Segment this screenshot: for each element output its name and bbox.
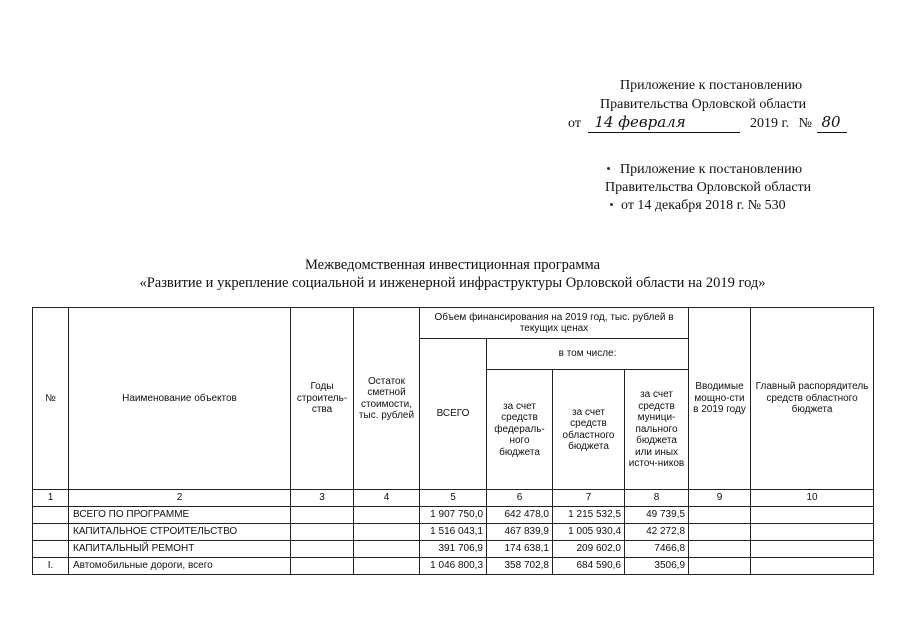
table-row	[33, 507, 874, 524]
appendix-1-date-line	[568, 114, 847, 133]
row-manager	[751, 507, 874, 524]
row-years	[291, 507, 354, 524]
row-municipal: 7466,8	[625, 541, 689, 558]
row-remainder	[354, 558, 420, 575]
program-title-line1: Межведомственная инвестиционная программа	[304, 257, 601, 273]
row-num	[33, 524, 69, 541]
row-years	[291, 558, 354, 575]
scan-speck	[610, 203, 613, 206]
row-municipal: 3506,9	[625, 558, 689, 575]
col-number: 5	[420, 490, 487, 507]
table-row	[33, 558, 874, 575]
header-num: №	[33, 308, 69, 490]
table-row	[33, 524, 874, 541]
row-years	[291, 541, 354, 558]
appendix-1-line1: Приложение к постановлению	[620, 78, 803, 93]
row-federal: 642 478,0	[487, 507, 553, 524]
col-number: 4	[354, 490, 420, 507]
row-manager	[751, 558, 874, 575]
row-remainder	[354, 507, 420, 524]
header-regional: за счет средств областного бюджета	[553, 370, 625, 490]
header-funding: Объем финансирования на 2019 год, тыс. рублей в текущих ценах	[420, 308, 689, 339]
handwritten-number: 80	[821, 113, 841, 131]
date-field	[588, 114, 740, 133]
header-municipal: за счет средств муници-пального бюджета или иных источ-ников	[625, 370, 689, 490]
col-number: 9	[689, 490, 751, 507]
header-capacity: Вводимые мощно-сти в 2019 году	[689, 308, 751, 490]
col-number: 10	[751, 490, 874, 507]
row-total: 391 706,9	[420, 541, 487, 558]
number-label: №	[798, 116, 812, 131]
row-total: 1 907 750,0	[420, 507, 487, 524]
row-total: 1 046 800,3	[420, 558, 487, 575]
row-regional: 1 005 930,4	[553, 524, 625, 541]
row-capacity	[689, 524, 751, 541]
col-number: 1	[33, 490, 69, 507]
header-years: Годы строитель-ства	[291, 308, 354, 490]
header-name: Наименование объектов	[69, 308, 291, 490]
header-total: ВСЕГО	[420, 339, 487, 490]
row-federal: 174 638,1	[487, 541, 553, 558]
investment-program-table	[32, 307, 874, 575]
number-field	[817, 114, 847, 133]
row-regional: 209 602,0	[553, 541, 625, 558]
header-remainder: Остаток сметной стоимости, тыс. рублей	[354, 308, 420, 490]
column-number-row	[33, 490, 874, 507]
row-capacity	[689, 558, 751, 575]
row-federal: 467 839,9	[487, 524, 553, 541]
table-row	[33, 541, 874, 558]
from-label: от	[568, 116, 581, 131]
header-including: в том числе:	[487, 339, 689, 370]
row-municipal: 49 739,5	[625, 507, 689, 524]
row-federal: 358 702,8	[487, 558, 553, 575]
row-name: КАПИТАЛЬНЫЙ РЕМОНТ	[69, 541, 291, 558]
appendix-2-line2: Правительства Орловской области	[605, 180, 812, 195]
program-title-line2: «Развитие и укрепление социальной и инженерной инфраструктуры Орловской области на 2019 год»	[139, 275, 766, 291]
appendix-2-line1: Приложение к постановлению	[620, 162, 803, 177]
col-number: 8	[625, 490, 689, 507]
row-remainder	[354, 524, 420, 541]
row-capacity	[689, 541, 751, 558]
year-label: 2019 г.	[749, 116, 790, 131]
row-num	[33, 541, 69, 558]
col-number: 7	[553, 490, 625, 507]
col-number: 3	[291, 490, 354, 507]
header-federal: за счет средств федераль-ного бюджета	[487, 370, 553, 490]
scan-speck	[607, 167, 610, 170]
row-regional: 1 215 532,5	[553, 507, 625, 524]
header-manager: Главный распорядитель средств областного бюджета	[751, 308, 874, 490]
row-num: I.	[33, 558, 69, 575]
col-number: 6	[487, 490, 553, 507]
col-number: 2	[69, 490, 291, 507]
row-remainder	[354, 541, 420, 558]
appendix-1-line2: Правительства Орловской области	[600, 97, 807, 112]
handwritten-date: 14 февраля	[594, 113, 686, 131]
row-name: ВСЕГО ПО ПРОГРАММЕ	[69, 507, 291, 524]
row-name: Автомобильные дороги, всего	[69, 558, 291, 575]
row-years	[291, 524, 354, 541]
row-capacity	[689, 507, 751, 524]
row-manager	[751, 524, 874, 541]
appendix-2-line3: от 14 декабря 2018 г. № 530	[621, 198, 786, 213]
row-regional: 684 590,6	[553, 558, 625, 575]
row-num	[33, 507, 69, 524]
row-name: КАПИТАЛЬНОЕ СТРОИТЕЛЬСТВО	[69, 524, 291, 541]
row-total: 1 516 043,1	[420, 524, 487, 541]
row-municipal: 42 272,8	[625, 524, 689, 541]
row-manager	[751, 541, 874, 558]
